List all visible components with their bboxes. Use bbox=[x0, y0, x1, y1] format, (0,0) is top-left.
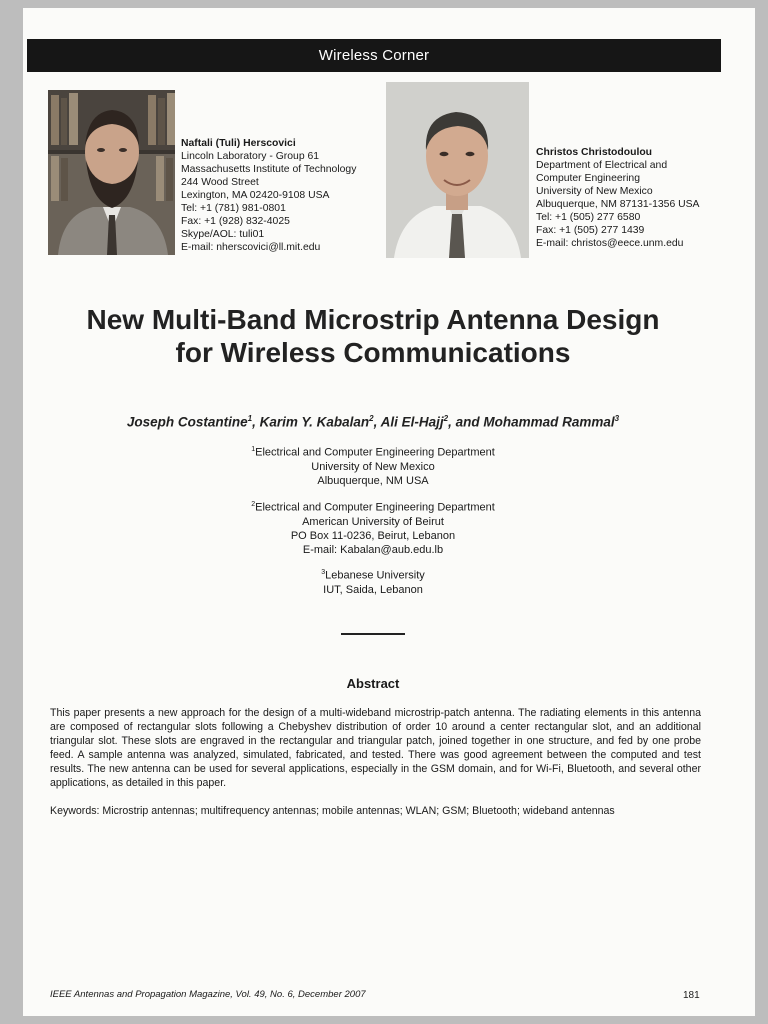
editor-line: Computer Engineering bbox=[536, 173, 640, 184]
section-banner: Wireless Corner bbox=[27, 39, 721, 72]
abstract-heading: Abstract bbox=[346, 676, 400, 691]
section-divider bbox=[341, 633, 405, 635]
affiliation-1 bbox=[23, 443, 723, 488]
page-number: 181 bbox=[683, 990, 700, 1001]
keywords: Keywords: Microstrip antennas; multifrequency antennas; mobile antennas; WLAN; GSM; Bluetooth; wideband antennas bbox=[50, 805, 615, 817]
abstract-text: This paper presents a new approach for the design of a multi-wideband microstrip-patch antenna. The radiating elements in this antenna are composed of rectangular slots following a Chebyshev distribution of order 10 around a center rectangular slot, and an additional triangular slot. These slots are engraved in the rectangular and triangular patch, joined together in one structure, and fed by one probe feed. A sample antenna was analyzed, simulated, fabricated, and tested. There was good agreement between the computed and test results. The new antenna can be used for several applications, especially in the GSM domain, and for Wi-Fi, Bluetooth, and several other applications, as detailed in this paper. bbox=[50, 707, 701, 789]
editor-name: Naftali (Tuli) Herscovici bbox=[181, 138, 296, 149]
author-affiliation-marker: 3 bbox=[614, 414, 620, 423]
author-name: Karim Y. Kabalan bbox=[259, 414, 370, 430]
author-name: Joseph Costantine bbox=[126, 414, 248, 430]
magazine-page bbox=[23, 8, 755, 1016]
affiliation-line: PO Box 11-0236, Beirut, Lebanon bbox=[290, 529, 456, 542]
editor-line: Tel: +1 (505) 277 6580 bbox=[536, 212, 641, 223]
editor-line: Albuquerque, NM 87131-1356 USA bbox=[536, 199, 700, 210]
author-list bbox=[23, 414, 723, 430]
editor-line: E-mail: nherscovici@ll.mit.edu bbox=[181, 242, 321, 253]
editor-line: Lexington, MA 02420-9108 USA bbox=[181, 190, 330, 201]
affiliation-marker: 1 bbox=[251, 446, 256, 453]
author-name: Ali El-Hajj bbox=[380, 414, 444, 430]
editor-line: Fax: +1 (505) 277 1439 bbox=[536, 225, 645, 236]
affiliation-2 bbox=[23, 498, 723, 557]
affiliation-line: Electrical and Computer Engineering Department bbox=[255, 501, 495, 514]
editor-line: Fax: +1 (928) 832-4025 bbox=[181, 216, 290, 227]
editor-contact-christodoulou bbox=[536, 146, 699, 250]
editor-line: E-mail: christos@eece.unm.edu bbox=[536, 238, 684, 249]
editor-name: Christos Christodoulou bbox=[536, 147, 653, 158]
journal-citation: IEEE Antennas and Propagation Magazine, Vol. 49, No. 6, December 2007 bbox=[50, 989, 366, 1000]
author-separator: , bbox=[373, 414, 381, 430]
affiliation-line: American University of Beirut bbox=[302, 515, 444, 528]
affiliation-line: Electrical and Computer Engineering Department bbox=[255, 446, 495, 459]
editor-line: 244 Wood Street bbox=[181, 177, 259, 188]
author-affiliation-marker: 1 bbox=[247, 414, 253, 423]
affiliation-line: IUT, Saida, Lebanon bbox=[323, 583, 423, 596]
editor-line: Tel: +1 (781) 981-0801 bbox=[181, 203, 286, 214]
affiliation-marker: 2 bbox=[251, 501, 256, 508]
editor-line: University of New Mexico bbox=[536, 186, 653, 197]
affiliation-3 bbox=[23, 566, 723, 597]
editor-line: Lincoln Laboratory - Group 61 bbox=[181, 151, 320, 162]
editor-photo-herscovici bbox=[48, 90, 175, 255]
editor-line: Massachusetts Institute of Technology bbox=[181, 164, 357, 175]
editor-line: Skype/AOL: tuli01 bbox=[181, 229, 265, 240]
author-affiliation-marker: 2 bbox=[443, 414, 449, 423]
affiliation-marker: 3 bbox=[321, 569, 326, 576]
affiliation-line: Lebanese University bbox=[325, 569, 425, 582]
author-affiliation-marker: 2 bbox=[369, 414, 374, 423]
title-line: for Wireless Communications bbox=[175, 337, 571, 368]
author-separator: , and bbox=[448, 414, 484, 430]
author-separator: , bbox=[252, 414, 260, 430]
affiliation-line: E-mail: Kabalan@aub.edu.lb bbox=[302, 543, 444, 556]
affiliation-line: University of New Mexico bbox=[311, 460, 435, 473]
affiliation-line: Albuquerque, NM USA bbox=[317, 474, 429, 487]
article-title bbox=[23, 303, 723, 369]
author-name: Mohammad Rammal bbox=[483, 414, 615, 430]
editor-photo-christodoulou bbox=[386, 82, 529, 258]
editor-line: Department of Electrical and bbox=[536, 160, 668, 171]
editor-contact-herscovici bbox=[181, 137, 356, 254]
title-line: New Multi-Band Microstrip Antenna Design bbox=[86, 304, 660, 335]
